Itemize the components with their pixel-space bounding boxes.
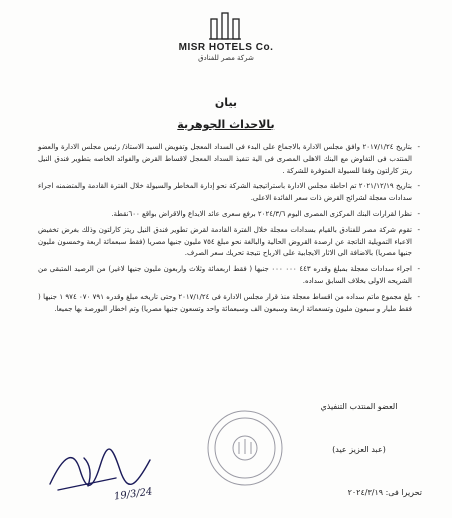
list-item: - بلغ مجموع ماتم سداده من اقساط معجلة منذ قرار مجلس الادارة فى ٢٠١٧/١/٢٤ وحتى تاريخه مبلغ وقدره ٧٩١ ٠٧٠ ٩٧٤ ١ جنيها ( فقط مليار و سبعون مليون وتسعمائة اربعة وسبعون الف وسبعمائة واحد وتسعون جنيها مصريا) وتم اخطار البورصة بها جميعا.	[38, 292, 420, 316]
list-item: - تقوم شركة مصر للفنادق بالقيام بسدادات معجلة خلال الفترة القادمة لقرض تطوير فندق النيل ريتز كارلتون وذلك بغرض تخفيض الاعباء التمويلية الناتجة عن ارصدة القروض الحالية والبالغة نحو مبلغ ٧٥٤ مليون جنيها مصريا (فقط سبعمائة اربعة وخمسون مليون جنيها مصريا) بالاضافة الى الاثار الايجابية على الارباح نتيجة تحريك سعر الصرف.	[38, 225, 420, 260]
list-item: - بتاريخ ٢٠١٧/١/٢٤ وافق مجلس الادارة بالاجماع على البدء فى السداد المعجل وتفويض السيد الاستاذ/ رئيس مجلس الادارة والعضو المنتدب فى التفاوض مع البنك الاهلى المصرى فى الية تنفيذ السداد المعجل لاقساط القرض والفوائد الخاصه بتطوير فندق النيل ريتز كارلتون وفقا للسيولة المتوفرة للشركة .	[38, 142, 420, 177]
document-title: بيان	[214, 96, 238, 109]
handwritten-date: 19/3/24	[113, 486, 154, 503]
document-subtitle: بالاحداث الجوهرية	[177, 118, 275, 131]
list-item: - اجراء سدادات معجلة بمبلغ وقدره ٤٤٣ ٠٠٠ ٠٠٠ جنيها ( فقط اربعمائة وثلاث واربعون مليون جنيها لاغير) من الرصيد المتبقى من الشريحه الاولى بخلاف السابق سداده.	[38, 264, 420, 288]
issue-date: تحريرا فى: ٢٠٢٤/٣/١٩	[347, 488, 422, 497]
company-name-ar: شركة مصر للفنادق	[198, 54, 254, 62]
company-stamp-icon	[205, 408, 285, 488]
signatory-name: (عبد العزيز عيد)	[332, 445, 386, 454]
company-name-en: MISR HOTELS Co.	[178, 42, 274, 53]
list-item: - بتاريخ ٢٠٢١/١٢/١٩ تم احاطة مجلس الادارة باستراتيجية الشركة نحو إدارة المخاطر والسيولة خلال الفترة القادمة والمتضمنه اجراء سدادات معجلة لشرائح القرض ذات سعر الفائدة الاعلى.	[38, 181, 420, 205]
misr-hotels-logo-icon	[207, 11, 243, 41]
statement-list	[38, 142, 420, 319]
list-item: - نظرا لقرارات البنك المركزى المصرى اليوم ٢٠٢٤/٣/٦ برفع سعرى عائد الايداع والاقراض بواقع ٦٠٠نقطة.	[38, 209, 420, 221]
signatory-title: العضو المنتدب التنفيذي	[320, 402, 398, 411]
